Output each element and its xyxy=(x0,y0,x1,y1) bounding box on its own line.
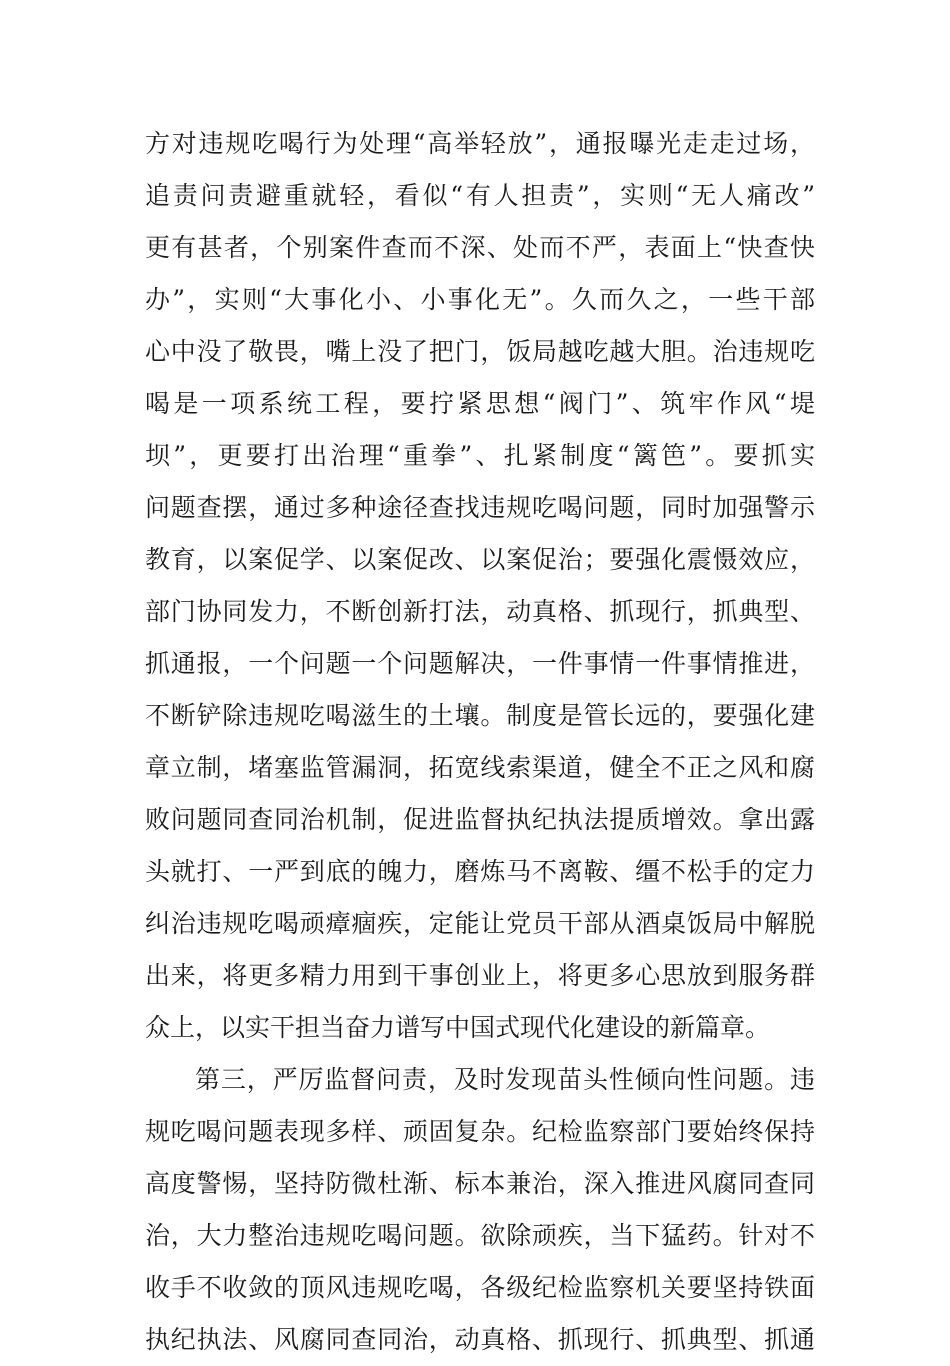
text-line: 教育，以案促学、以案促改、以案促治；要强化震慑效应， xyxy=(145,545,815,574)
text-line: 坝”，更要打出治理“重拳”、扎紧制度“篱笆”。要抓实 xyxy=(145,441,815,470)
paragraph-first-line: 第三，严厉监督问责，及时发现苗头性倾向性问题。违 xyxy=(195,1065,815,1094)
text-line: 败问题同查同治机制，促进监督执纪执法提质增效。拿出露 xyxy=(145,805,815,834)
text-line: 章立制，堵塞监管漏洞，拓宽线索渠道，健全不正之风和腐 xyxy=(145,753,815,782)
text-line: 追责问责避重就轻，看似“有人担责”，实则“无人痛改” xyxy=(145,181,815,210)
text-line: 高度警惕，坚持防微杜渐、标本兼治，深入推进风腐同查同 xyxy=(145,1169,815,1198)
text-line: 问题查摆，通过多种途径查找违规吃喝问题，同时加强警示 xyxy=(145,493,815,522)
text-line: 喝是一项系统工程，要拧紧思想“阀门”、筑牢作风“堤 xyxy=(145,389,815,418)
text-line: 办”，实则“大事化小、小事化无”。久而久之，一些干部 xyxy=(145,285,815,314)
text-line: 更有甚者，个别案件查而不深、处而不严，表面上“快查快 xyxy=(145,233,815,262)
text-line: 抓通报，一个问题一个问题解决，一件事情一件事情推进， xyxy=(145,649,815,678)
text-line: 方对违规吃喝行为处理“高举轻放”，通报曝光走走过场， xyxy=(145,129,815,158)
text-line: 头就打、一严到底的魄力，磨炼马不离鞍、缰不松手的定力 xyxy=(145,857,815,886)
text-line: 执纪执法、风腐同查同治，动真格、抓现行、抓典型、抓通 xyxy=(145,1325,815,1354)
text-line: 出来，将更多精力用到干事创业上，将更多心思放到服务群 xyxy=(145,961,815,990)
paragraph-last-line: 众上，以实干担当奋力谱写中国式现代化建设的新篇章。 xyxy=(145,1013,771,1042)
text-line: 心中没了敬畏，嘴上没了把门，饭局越吃越大胆。治违规吃 xyxy=(145,337,815,366)
text-line: 规吃喝问题表现多样、顽固复杂。纪检监察部门要始终保持 xyxy=(145,1117,815,1146)
text-line: 部门协同发力，不断创新打法，动真格、抓现行，抓典型、 xyxy=(145,597,815,626)
text-line: 纠治违规吃喝顽瘴痼疾，定能让党员干部从酒桌饭局中解脱 xyxy=(145,909,815,938)
text-line: 不断铲除违规吃喝滋生的土壤。制度是管长远的，要强化建 xyxy=(145,701,815,730)
text-line: 治，大力整治违规吃喝问题。欲除顽疾，当下猛药。针对不 xyxy=(145,1221,815,1250)
text-line: 收手不收敛的顶风违规吃喝，各级纪检监察机关要坚持铁面 xyxy=(145,1273,815,1302)
body-text xyxy=(145,118,815,1366)
